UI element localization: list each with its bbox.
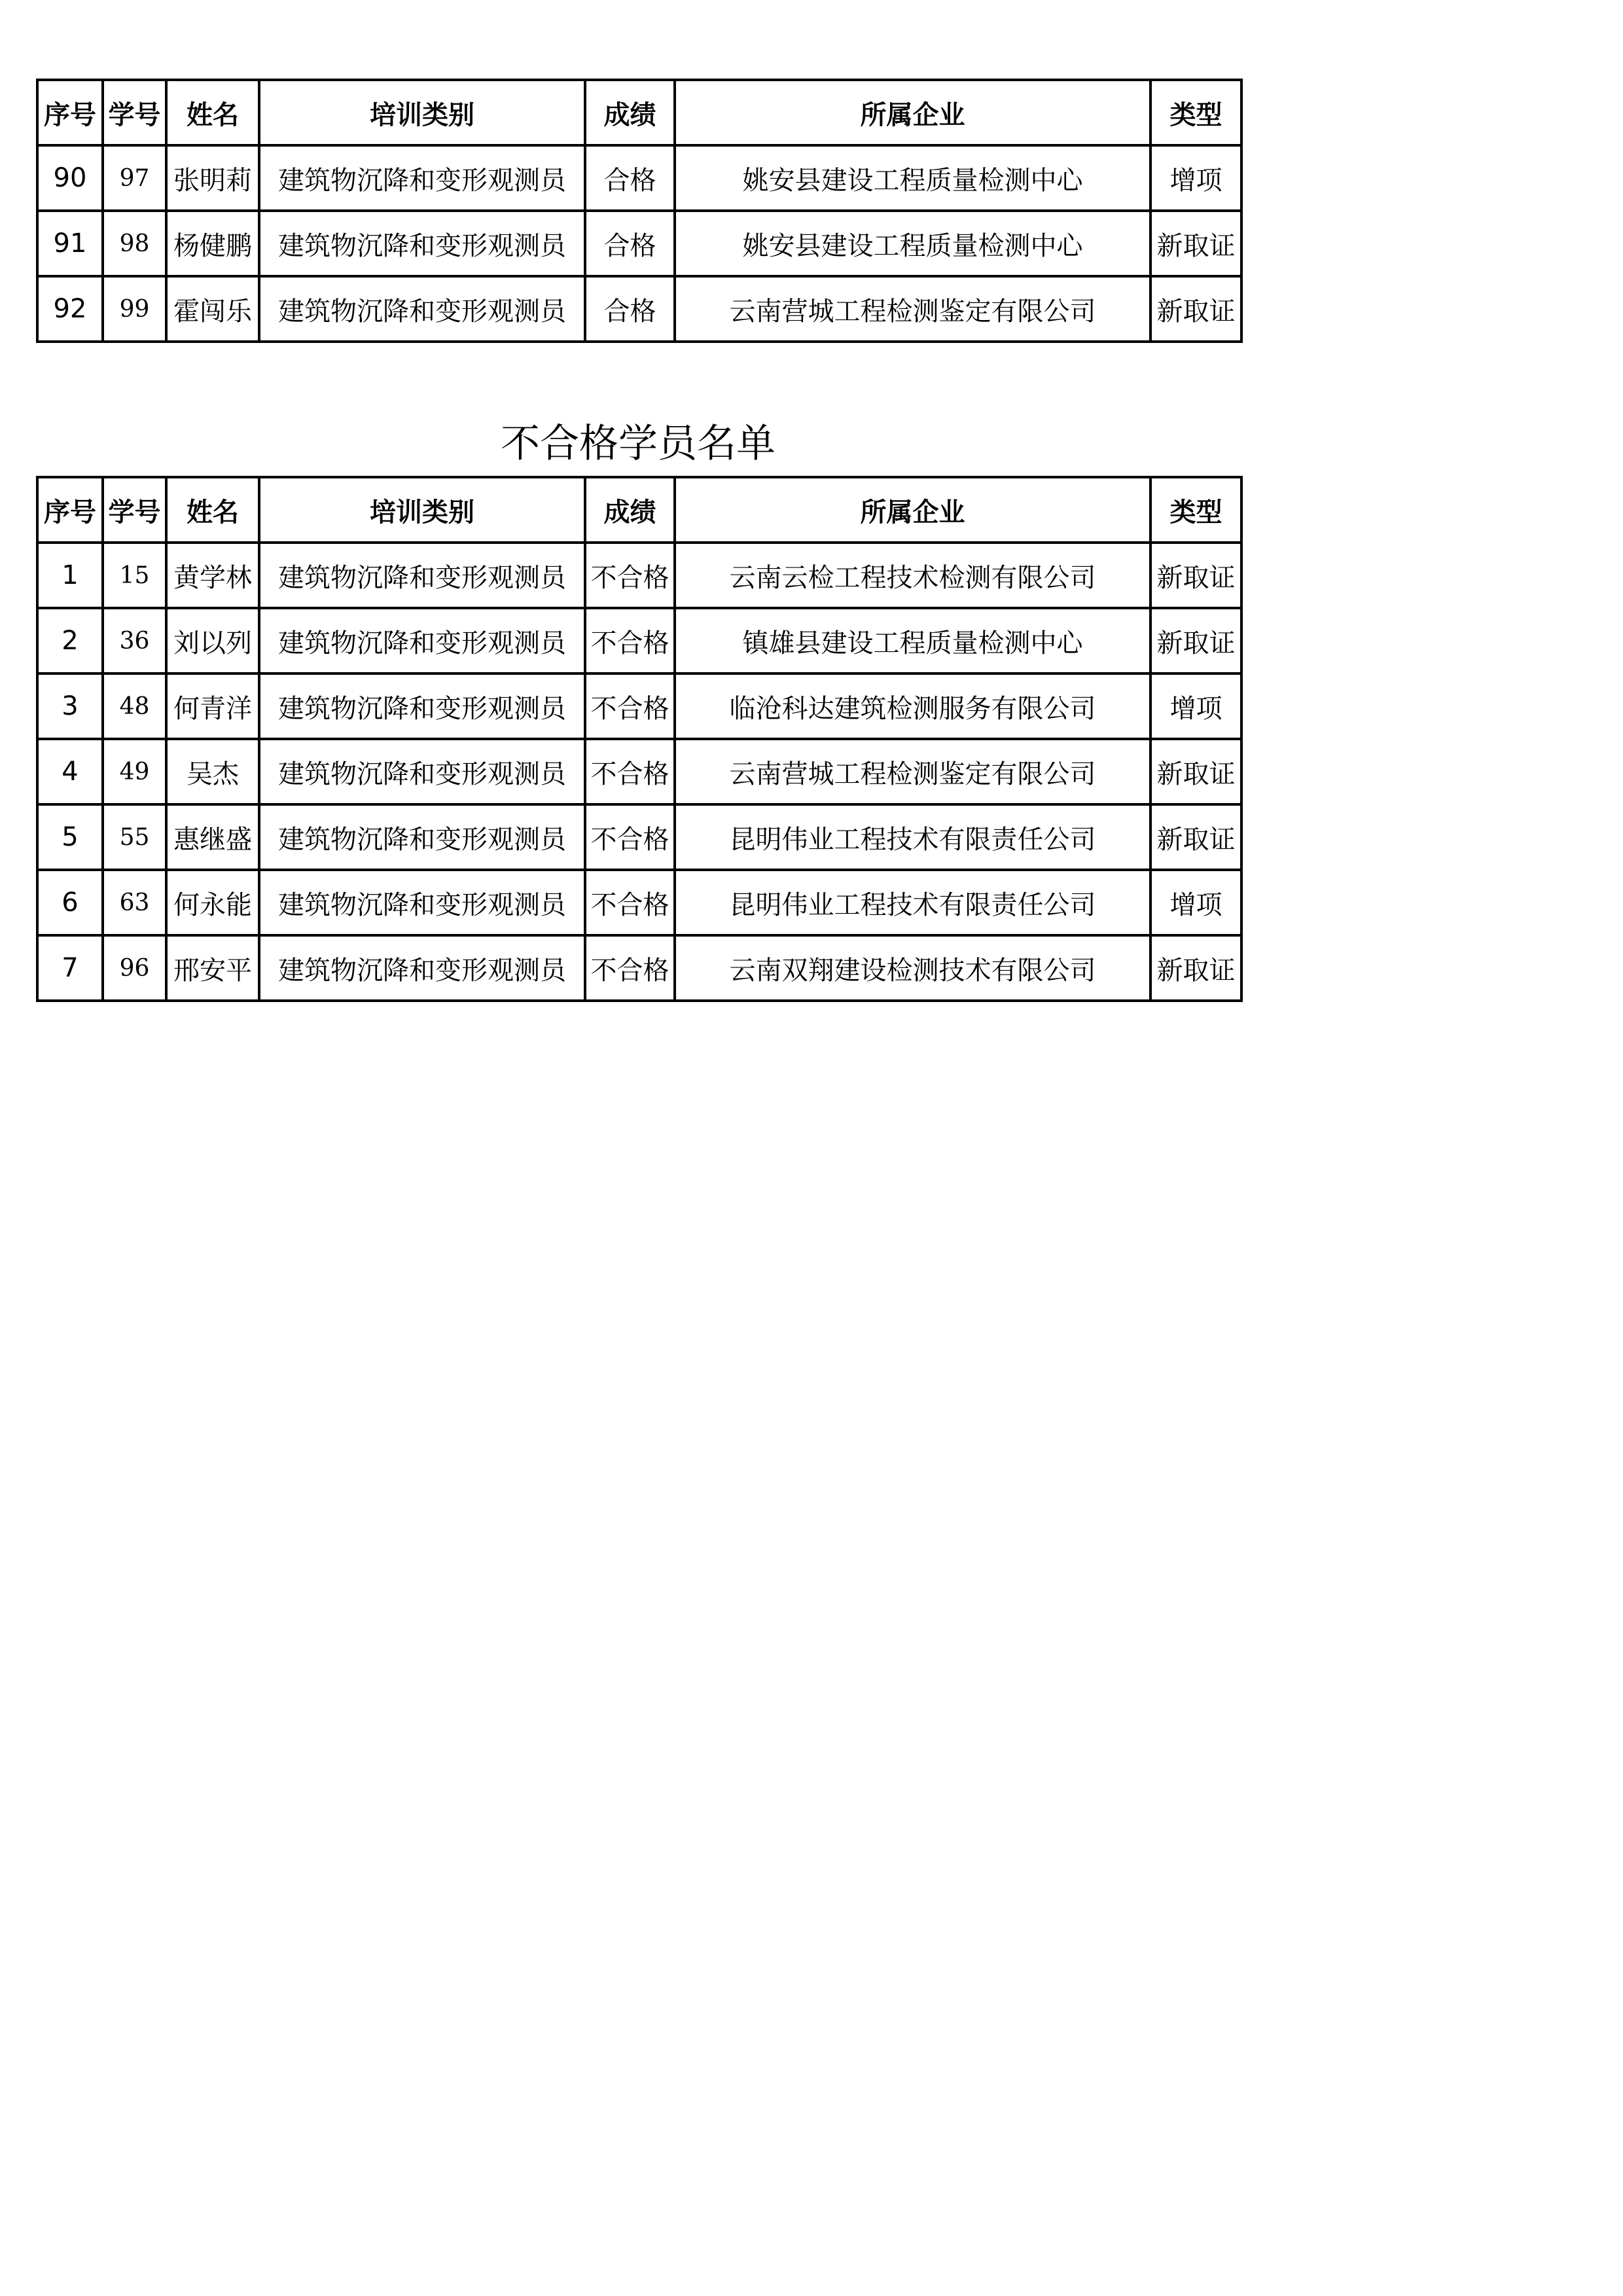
- cell-seq: 2: [37, 608, 103, 673]
- cell-company: 云南双翔建设检测技术有限公司: [675, 935, 1150, 1001]
- cell-student-id: 96: [103, 935, 166, 1001]
- table-row: [37, 145, 1241, 211]
- cell-type: 增项: [1150, 145, 1241, 211]
- table-row: [37, 608, 1241, 673]
- header-result: 成绩: [585, 80, 675, 145]
- cell-name: 张明莉: [166, 145, 259, 211]
- cell-result: 合格: [585, 211, 675, 276]
- cell-company: 昆明伟业工程技术有限责任公司: [675, 804, 1150, 870]
- cell-type: 新取证: [1150, 935, 1241, 1001]
- header-name: 姓名: [166, 80, 259, 145]
- cell-student-id: 55: [103, 804, 166, 870]
- cell-type: 新取证: [1150, 543, 1241, 608]
- cell-result: 合格: [585, 276, 675, 342]
- cell-company: 云南云检工程技术检测有限公司: [675, 543, 1150, 608]
- cell-training-category: 建筑物沉降和变形观测员: [259, 211, 585, 276]
- cell-seq: 92: [37, 276, 103, 342]
- cell-seq: 7: [37, 935, 103, 1001]
- cell-training-category: 建筑物沉降和变形观测员: [259, 739, 585, 804]
- cell-company: 云南营城工程检测鉴定有限公司: [675, 739, 1150, 804]
- cell-student-id: 97: [103, 145, 166, 211]
- cell-name: 吴杰: [166, 739, 259, 804]
- table-row: [37, 935, 1241, 1001]
- cell-student-id: 49: [103, 739, 166, 804]
- cell-result: 不合格: [585, 804, 675, 870]
- table-row: [37, 543, 1241, 608]
- cell-type: 新取证: [1150, 211, 1241, 276]
- cell-seq: 4: [37, 739, 103, 804]
- cell-result: 不合格: [585, 608, 675, 673]
- header-student-id: 学号: [103, 80, 166, 145]
- cell-training-category: 建筑物沉降和变形观测员: [259, 543, 585, 608]
- header-training-category: 培训类别: [259, 477, 585, 543]
- cell-company: 云南营城工程检测鉴定有限公司: [675, 276, 1150, 342]
- cell-result: 不合格: [585, 543, 675, 608]
- cell-type: 增项: [1150, 870, 1241, 935]
- cell-company: 临沧科达建筑检测服务有限公司: [675, 673, 1150, 739]
- table-row: [37, 870, 1241, 935]
- cell-result: 不合格: [585, 673, 675, 739]
- cell-name: 杨健鹏: [166, 211, 259, 276]
- cell-result: 不合格: [585, 739, 675, 804]
- cell-training-category: 建筑物沉降和变形观测员: [259, 935, 585, 1001]
- cell-student-id: 48: [103, 673, 166, 739]
- table-header-row: [37, 80, 1241, 145]
- cell-training-category: 建筑物沉降和变形观测员: [259, 804, 585, 870]
- cell-seq: 90: [37, 145, 103, 211]
- header-seq: 序号: [37, 80, 103, 145]
- cell-training-category: 建筑物沉降和变形观测员: [259, 673, 585, 739]
- cell-name: 何永能: [166, 870, 259, 935]
- header-company: 所属企业: [675, 477, 1150, 543]
- cell-seq: 91: [37, 211, 103, 276]
- cell-company: 镇雄县建设工程质量检测中心: [675, 608, 1150, 673]
- header-name: 姓名: [166, 477, 259, 543]
- cell-type: 增项: [1150, 673, 1241, 739]
- cell-name: 霍闯乐: [166, 276, 259, 342]
- cell-type: 新取证: [1150, 608, 1241, 673]
- cell-training-category: 建筑物沉降和变形观测员: [259, 608, 585, 673]
- cell-student-id: 15: [103, 543, 166, 608]
- table-row: [37, 673, 1241, 739]
- table-row: [37, 804, 1241, 870]
- cell-student-id: 99: [103, 276, 166, 342]
- cell-student-id: 63: [103, 870, 166, 935]
- cell-company: 昆明伟业工程技术有限责任公司: [675, 870, 1150, 935]
- header-company: 所属企业: [675, 80, 1150, 145]
- cell-result: 不合格: [585, 935, 675, 1001]
- cell-seq: 3: [37, 673, 103, 739]
- header-type: 类型: [1150, 477, 1241, 543]
- failed-list-title: 不合格学员名单: [501, 421, 776, 467]
- cell-training-category: 建筑物沉降和变形观测员: [259, 870, 585, 935]
- cell-student-id: 98: [103, 211, 166, 276]
- cell-result: 合格: [585, 145, 675, 211]
- header-seq: 序号: [37, 477, 103, 543]
- cell-name: 邢安平: [166, 935, 259, 1001]
- table-row: [37, 276, 1241, 342]
- header-training-category: 培训类别: [259, 80, 585, 145]
- cell-seq: 6: [37, 870, 103, 935]
- cell-student-id: 36: [103, 608, 166, 673]
- table-row: [37, 739, 1241, 804]
- cell-type: 新取证: [1150, 276, 1241, 342]
- header-result: 成绩: [585, 477, 675, 543]
- header-student-id: 学号: [103, 477, 166, 543]
- cell-name: 黄学林: [166, 543, 259, 608]
- table-header-row: [37, 477, 1241, 543]
- cell-result: 不合格: [585, 870, 675, 935]
- cell-training-category: 建筑物沉降和变形观测员: [259, 145, 585, 211]
- cell-company: 姚安县建设工程质量检测中心: [675, 211, 1150, 276]
- cell-seq: 5: [37, 804, 103, 870]
- cell-company: 姚安县建设工程质量检测中心: [675, 145, 1150, 211]
- header-type: 类型: [1150, 80, 1241, 145]
- passed-students-table: [36, 79, 1243, 343]
- cell-seq: 1: [37, 543, 103, 608]
- cell-type: 新取证: [1150, 739, 1241, 804]
- failed-students-table: [36, 476, 1243, 1002]
- cell-name: 何青洋: [166, 673, 259, 739]
- cell-name: 惠继盛: [166, 804, 259, 870]
- cell-training-category: 建筑物沉降和变形观测员: [259, 276, 585, 342]
- table-row: [37, 211, 1241, 276]
- cell-name: 刘以列: [166, 608, 259, 673]
- cell-type: 新取证: [1150, 804, 1241, 870]
